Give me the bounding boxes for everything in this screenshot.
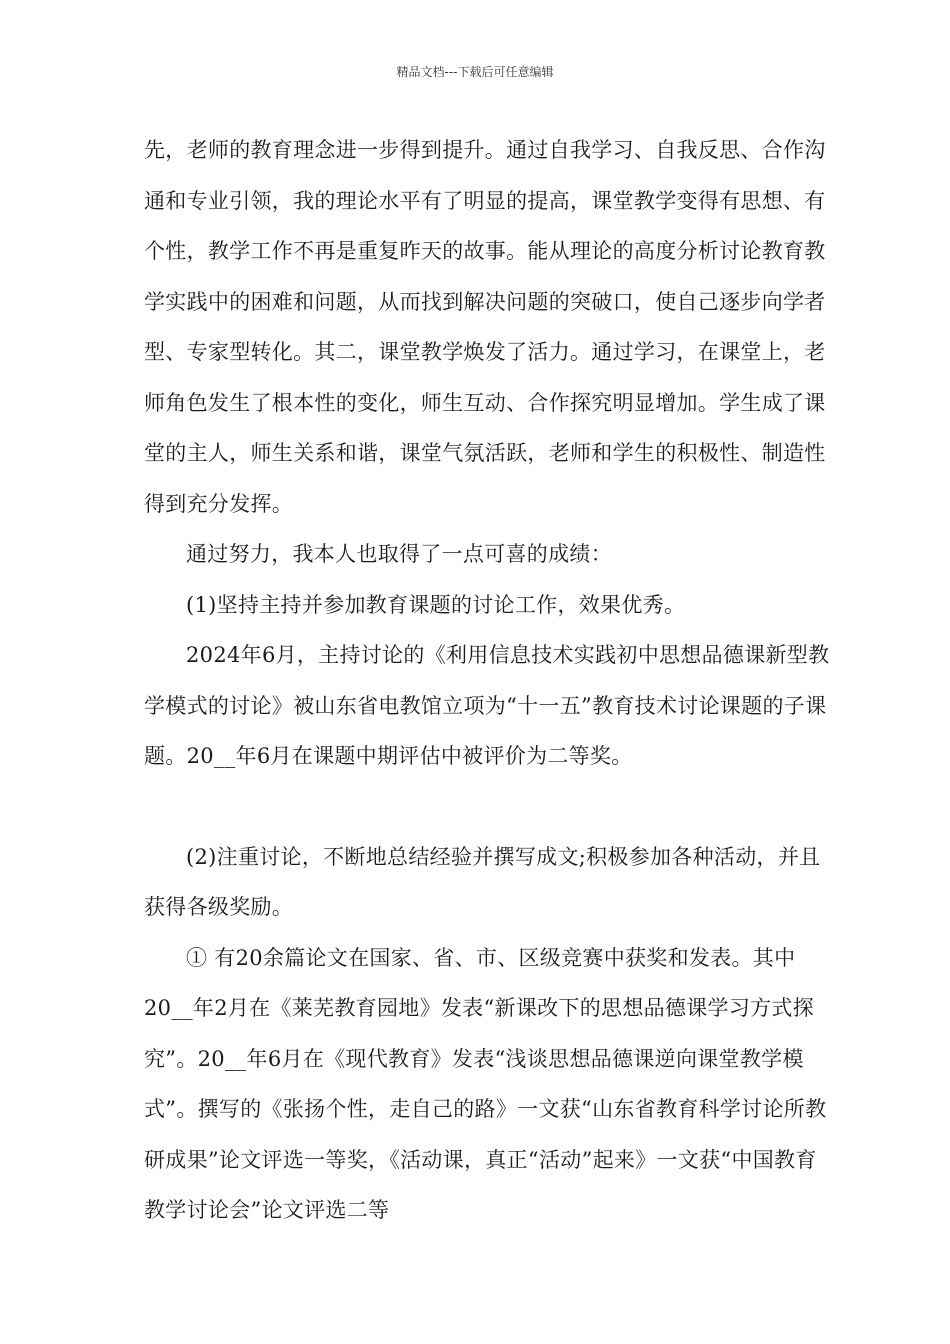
paragraph-continuation: 先，老师的教育理念进一步得到提升。通过自我学习、自我反思、合作沟通和专业引领，我的理论水平有了明显的提高，课堂教学变得有思想、有个性，教学工作不再是重复昨天的故事。能从理论的高度分析讨论教育教学实践中的困难和问题，从而找到解决问题的突破口，使自己逐步向学者型、专家型转化。其二，课堂教学焕发了活力。通过学习，在课堂上，老师角色发生了根本性的变化，师生互动、合作探究明显增加。学生成了课堂的主人，师生关系和谐，课堂气氛活跃，老师和学生的积极性、制造性得到充分发挥。 [144, 138, 826, 516]
paragraph-item-1: (1)坚持主持并参加教育课题的讨论工作，效果优秀。 [186, 592, 686, 617]
paragraph-achievements-intro: 通过努力，我本人也取得了一点可喜的成绩： [186, 542, 612, 566]
paragraph-item-2: (2)注重讨论，不断地总结经验并撰写成文;积极参加各种活动，并且获得各级奖励。 [144, 844, 821, 919]
paragraph-spacer [144, 782, 834, 832]
document-body [144, 125, 834, 1236]
page-header: 精品文档---下载后可任意编辑 [396, 65, 554, 79]
paragraph-papers: ① 有20余篇论文在国家、省、市、区级竞赛中获奖和发表。其中20__年2月在《莱芜教育园地》发表“新课改下的思想品德课学习方式探究”。20__年6月在《现代教育》发表“浅谈思想品德课逆向课堂教学模式”。撰写的《张扬个性，走自己的路》一文获“山东省教育科学讨论所教研成果”论文评选一等奖，《活动课，真正“活动”起来》一文获“中国教育教学讨论会”论文评选二等 [144, 945, 827, 1222]
paragraph-research-project: 2024年6月，主持讨论的《利用信息技术实践初中思想品德课新型教学模式的讨论》被山东省电教馆立项为“十一五”教育技术讨论课题的子课题。20__年6月在课题中期评估中被评价为二等奖。 [144, 643, 830, 768]
